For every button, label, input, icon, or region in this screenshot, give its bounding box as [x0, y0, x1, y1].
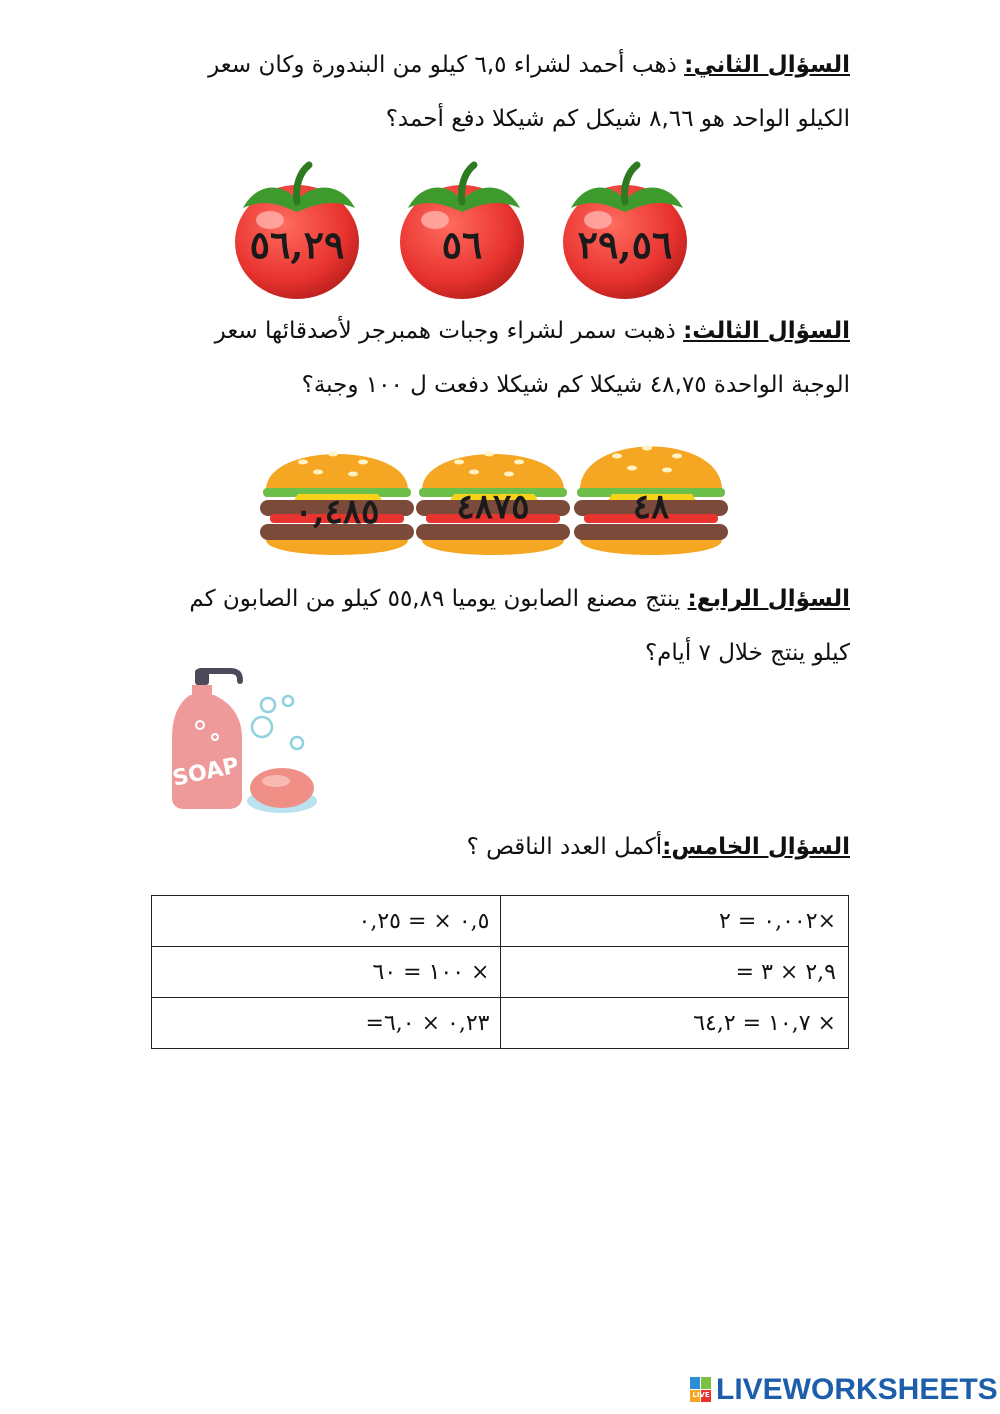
fill-missing-number-table	[151, 895, 849, 1049]
question-4-heading: السؤال الرابع:	[687, 586, 850, 612]
soap-illustration	[170, 663, 320, 818]
burger-3-number: ٤٨	[632, 487, 670, 527]
liveworksheets-wordmark: LIVEWORKSHEETS	[716, 1373, 998, 1406]
logo-badge-text: LIVE	[692, 1391, 710, 1399]
burger-2-number: ٤٨٧٥	[456, 487, 530, 527]
question-4-text: ينتج مصنع الصابون يوميا ٥٥,٨٩ كيلو من الصابون كم كيلو ينتج خلال ٧ أيام؟	[189, 586, 850, 666]
question-3-text: ذهبت سمر لشراء وجبات همبرجر لأصدقائها سعر الوجبة الواحدة ٤٨,٧٥ شيكلا كم شيكلا دفعت ل ١٠٠ وجبة؟	[214, 318, 850, 398]
question-5	[150, 820, 850, 874]
question-3-heading: السؤال الثالث:	[683, 318, 850, 344]
table-row	[152, 896, 849, 947]
table-row	[152, 947, 849, 998]
liveworksheets-logo-icon	[690, 1377, 712, 1403]
table-cell[interactable]: × ١٠,٧ = ٦٤,٢	[500, 998, 849, 1049]
table-cell[interactable]: × ١٠٠ = ٦٠	[152, 947, 501, 998]
question-2-heading: السؤال الثاني:	[684, 52, 850, 78]
tomato-3-number: ٢٩,٥٦	[577, 222, 673, 267]
table-cell[interactable]: ×٠,٠٠٢ = ٢	[500, 896, 849, 947]
question-5-heading: السؤال الخامس:	[662, 834, 850, 860]
liveworksheets-logo	[690, 1374, 998, 1406]
table-cell[interactable]: ٠,٥ × = ٠,٢٥	[152, 896, 501, 947]
soap-bottle-label: SOAP	[170, 753, 242, 792]
table-row	[152, 998, 849, 1049]
question-2	[150, 38, 850, 146]
tomato-2-number: ٥٦	[441, 222, 483, 267]
question-2-text: ذهب أحمد لشراء ٦,٥ كيلو من البندورة وكان سعر الكيلو الواحد هو ٨,٦٦ شيكل كم شيكلا دفع أحمد؟	[208, 52, 850, 132]
table-cell[interactable]: ٠,٢٣ × ٦,٠=	[152, 998, 501, 1049]
question-3	[150, 304, 850, 412]
table-cell[interactable]: ٢,٩ × ٣ =	[500, 947, 849, 998]
tomato-1-number: ٥٦,٢٩	[249, 222, 345, 267]
question-5-text: أكمل العدد الناقص ؟	[466, 834, 663, 860]
burger-1-number: ٠,٤٨٥	[294, 492, 380, 532]
